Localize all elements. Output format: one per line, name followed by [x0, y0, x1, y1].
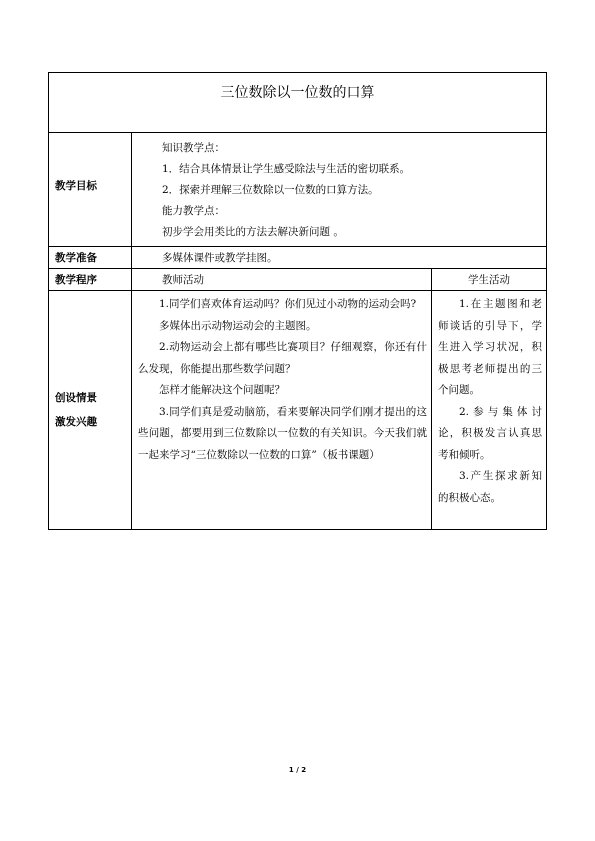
goals-label: 教学目标 — [55, 180, 97, 192]
student-paragraph: 3.产生探求新知的积极心态。 — [438, 470, 543, 504]
title-row — [49, 73, 547, 133]
procedure-label: 教学程序 — [49, 269, 132, 291]
prep-content: 多媒体课件或教学挂图。 — [132, 247, 547, 269]
teacher-paragraph: 1.同学们喜欢体育运动吗？你们见过小动物的运动会吗? — [159, 298, 417, 310]
prep-row — [49, 247, 547, 269]
procedure-header-row — [49, 269, 547, 291]
teacher-paragraph: 多媒体出示动物运动会的主题图。 — [159, 319, 317, 332]
teacher-paragraph: 3.同学们真是爱动脑筋，看来要解决同学们刚才提出的这些问题，都要用到三位数除以一位数的有关知识。今天我们就一起来学习“三位数除以一位数的口算”（板书课题） — [138, 405, 427, 461]
goals-line: 2．探索并理解三位数除以一位数的口算方法。 — [162, 184, 379, 196]
student-activity-header: 学生活动 — [432, 269, 547, 291]
goals-row — [49, 133, 547, 247]
student-paragraph: 1.在主题图和老师谈话的引导下，学生进入学习状况，积极思考老师提出的三个问题。 — [438, 298, 543, 396]
teacher-paragraph: 怎样才能解决这个问题呢？ — [159, 384, 285, 396]
intro-label-line: 激发兴趣 — [55, 416, 97, 428]
student-activity-content — [432, 291, 547, 530]
document-title: 三位数除以一位数的口算 — [220, 85, 375, 101]
teacher-activity-header: 教师活动 — [132, 269, 432, 291]
intro-label-line: 创设情景 — [55, 392, 97, 404]
goals-content — [132, 133, 547, 247]
page-number: 1 / 2 — [288, 766, 307, 774]
intro-row — [49, 291, 547, 530]
title-cell — [49, 73, 547, 133]
goals-label-cell — [49, 133, 132, 247]
prep-label: 教学准备 — [49, 247, 132, 269]
goals-line: 能力教学点： — [162, 205, 225, 217]
teacher-activity-content — [132, 291, 432, 530]
goals-line: 知识教学点： — [162, 142, 225, 154]
intro-label-cell — [49, 291, 132, 530]
teacher-paragraph: 2.动物运动会上都有哪些比赛项目？仔细观察，你还有什么发现，你能提出那些数学问题？ — [138, 341, 427, 375]
goals-line: 初步学会用类比的方法去解决新问题 。 — [162, 226, 344, 238]
student-paragraph: 2.参与集体讨论，积极发言认真思考和倾听。 — [438, 405, 543, 461]
lesson-plan-table — [48, 72, 547, 530]
goals-line: 1．结合具体情景让学生感受除法与生活的密切联系。 — [162, 163, 411, 175]
